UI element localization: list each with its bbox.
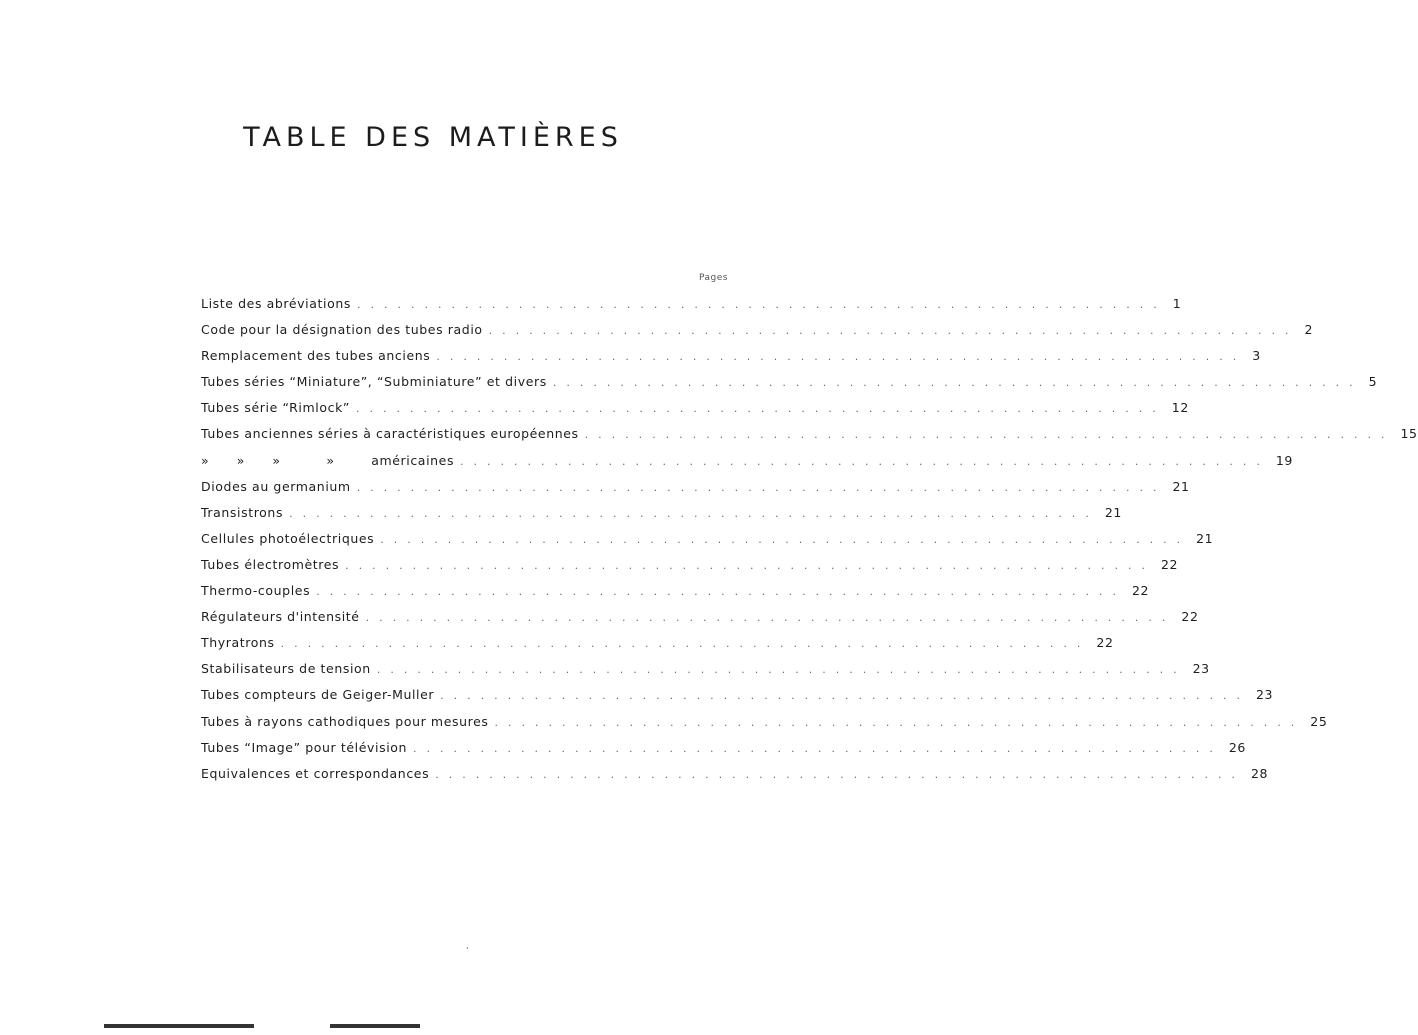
toc-entry-page: 23 xyxy=(1255,687,1274,703)
toc-entry-page: 2 xyxy=(1304,322,1314,338)
toc-entry-label: Transistrons xyxy=(201,504,284,520)
dot-leader: ............................................................ xyxy=(355,402,1166,416)
toc-entry-label: Diodes au germanium xyxy=(201,478,351,494)
toc-entry-page: 22 xyxy=(1096,635,1114,651)
toc-entry-label: Tubes à rayons cathodiques pour mesures xyxy=(201,713,489,729)
toc-entry xyxy=(201,739,1246,766)
toc-entry-page: 28 xyxy=(1251,765,1269,781)
toc-entry-label: Cellules photoélectriques xyxy=(201,530,375,546)
dot-leader: ............................................................ xyxy=(552,376,1363,390)
toc-entry xyxy=(201,452,1293,479)
toc-entry xyxy=(201,374,1378,400)
dot-leader: ............................................................ xyxy=(316,585,1126,599)
dot-leader: ............................................................ xyxy=(440,689,1250,703)
toc-entry-label: Régulateurs d'intensité xyxy=(201,609,360,625)
toc-entry xyxy=(201,765,1269,792)
toc-entry-label: Tubes électromètres xyxy=(201,556,340,572)
toc-entry-page: 21 xyxy=(1172,478,1190,494)
dot-leader: ............................................................ xyxy=(345,558,1155,572)
toc-entry-page: 21 xyxy=(1104,504,1122,520)
toc-entry-label: Tubes anciennes séries à caractéristiques européennes xyxy=(201,426,579,442)
toc-entry-page: 19 xyxy=(1275,452,1293,468)
toc-entry-page: 22 xyxy=(1181,609,1199,625)
toc-entry-page: 22 xyxy=(1160,556,1179,572)
dot-leader: ............................................................ xyxy=(413,741,1223,755)
toc-entry-label: Code pour la désignation des tubes radio xyxy=(201,322,483,338)
toc-entry xyxy=(201,348,1261,374)
scan-artifact-strip xyxy=(330,1024,420,1028)
dot-leader: ............................................................ xyxy=(356,480,1167,494)
toc-entry-label: Stabilisateurs de tension xyxy=(201,661,371,677)
toc-entry-label: Tubes compteurs de Geiger-Muller xyxy=(201,687,435,703)
toc-entry xyxy=(201,400,1189,426)
dot-leader: ............................................................ xyxy=(435,767,1245,781)
page-mark: ʼ xyxy=(466,946,469,955)
dot-leader: ............................................................ xyxy=(376,663,1187,677)
toc-entry-page: 1 xyxy=(1172,296,1182,311)
dot-leader: ............................................................ xyxy=(280,637,1091,651)
dot-leader: ............................................................ xyxy=(494,715,1305,729)
dot-leader: ............................................................ xyxy=(356,298,1167,311)
toc-entry-page: 22 xyxy=(1131,583,1150,599)
toc-entry-label: Equivalences et correspondances xyxy=(201,765,430,781)
toc-entry xyxy=(201,687,1274,713)
dot-leader: ............................................................ xyxy=(488,324,1299,338)
toc-entry-label: Tubes séries “Miniature”, “Subminiature” et divers xyxy=(201,374,547,390)
toc-entry xyxy=(201,426,1418,452)
toc-entry xyxy=(201,478,1190,505)
page-title: TABLE DES MATIÈRES xyxy=(243,122,623,153)
pages-column-label: Pages xyxy=(699,273,728,283)
toc-entry xyxy=(201,322,1314,348)
toc-entry-page: 23 xyxy=(1192,661,1210,677)
toc-entry-page: 5 xyxy=(1368,374,1378,390)
toc-entry-label: Thermo-couples xyxy=(201,583,311,599)
dot-leader: ............................................................ xyxy=(436,350,1247,364)
toc-entry-page: 25 xyxy=(1310,713,1328,729)
toc-entry-page: 26 xyxy=(1228,739,1246,755)
table-of-contents xyxy=(201,296,1418,792)
toc-entry-label: Liste des abréviations xyxy=(201,296,351,311)
toc-entry-label: Tubes “Image” pour télévision xyxy=(201,739,408,755)
toc-entry xyxy=(201,635,1114,661)
toc-entry xyxy=(201,296,1182,322)
toc-entry xyxy=(201,661,1210,687)
toc-entry xyxy=(201,556,1179,583)
toc-entry xyxy=(201,583,1150,609)
dot-leader: ............................................................ xyxy=(289,506,1099,520)
toc-entry-label: Tubes série “Rimlock” xyxy=(201,400,350,416)
toc-entry xyxy=(201,713,1328,740)
dot-leader: ............................................................ xyxy=(460,454,1270,468)
toc-entry-page: 21 xyxy=(1196,530,1214,546)
dot-leader: ............................................................ xyxy=(365,611,1176,625)
toc-entry-page: 3 xyxy=(1252,348,1261,364)
toc-entry xyxy=(201,530,1214,557)
toc-entry xyxy=(201,609,1199,635)
toc-entry-page: 12 xyxy=(1171,400,1189,416)
dot-leader: ............................................................ xyxy=(584,428,1395,442)
toc-entry-page: 15 xyxy=(1400,426,1418,442)
toc-entry-label: Remplacement des tubes anciens xyxy=(201,348,431,364)
dot-leader: ............................................................ xyxy=(380,532,1191,546)
toc-entry xyxy=(201,504,1122,531)
scan-artifact-strip xyxy=(104,1024,254,1028)
toc-entry-label: » » » » américaines xyxy=(201,452,455,468)
toc-entry-label: Thyratrons xyxy=(201,635,275,651)
